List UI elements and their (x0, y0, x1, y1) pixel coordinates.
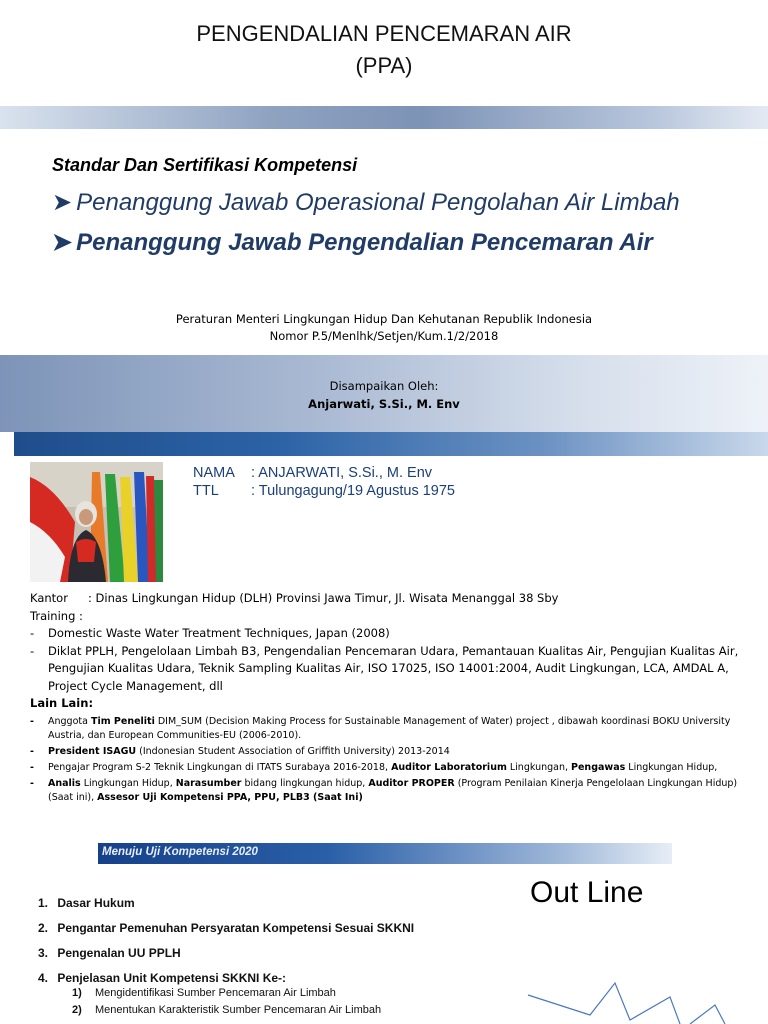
outline-item-number: 3. (38, 946, 49, 960)
outline-item-text: Penjelasan Unit Kompetensi SKKNI Ke-: (57, 971, 287, 985)
lain-text: Lingkungan Hidup, (625, 761, 718, 773)
subtitle: Standar Dan Sertifikasi Kompetensi (52, 155, 358, 175)
competency-banner (98, 843, 672, 864)
kantor-label: Kantor (30, 591, 68, 605)
arrow-bullet-icon: ➤ (52, 189, 73, 216)
ttl-value: : Tulungagung/19 Agustus 1975 (251, 483, 455, 499)
outline-subitem-text: Menentukan Karakteristik Sumber Pencemaran Air Limbah (95, 1004, 382, 1016)
outline-list (38, 896, 414, 996)
lain-text: (Indonesian Student Association of Griffith University) 2013-2014 (136, 745, 450, 757)
title-line-2: (PPA) (355, 53, 413, 78)
lain-item: - Anggota Tim Peneliti DIM_SUM (Decision Making Process for Sustainable Management of Water) project , dibawah koordinasi BOKU University Austria, dan European Communities-EU (2006-2010). (30, 715, 731, 741)
title-line-1: PENGENDALIAN PENCEMARAN AIR (196, 21, 572, 46)
lain-item: - Analis Lingkungan Hidup, Narasumber bidang lingkungan hidup, Auditor PROPER (Program Penilaian Kinerja Pengelolaan Lingkungan Hidup) (Saat ini), Assesor Uji Kompetensi PPA, PPU, PLB3 (Saat Ini) (30, 777, 738, 803)
nama-row (193, 464, 455, 482)
regulation-line-2: Nomor P.5/Menlhk/Setjen/Kum.1/2/2018 (269, 329, 499, 343)
bullet-1-text: Penanggung Jawab Operasional Pengolahan Air Limbah (76, 189, 680, 216)
profile-bio (30, 590, 742, 807)
lain-text-bold: Assesor Uji Kompetensi PPA, PPU, PLB3 (Saat Ini) (97, 791, 363, 803)
outline-item-text: Pengenalan UU PPLH (57, 946, 181, 960)
kantor-row (30, 590, 742, 608)
regulation-line-1: Peraturan Menteri Lingkungan Hidup Dan Kehutanan Republik Indonesia (175, 312, 593, 326)
lain-text-bold: President ISAGU (48, 745, 137, 757)
lain-text: Pengajar Program S-2 Teknik Lingkungan di ITATS Surabaya 2016-2018, (48, 761, 392, 773)
outline-item (38, 946, 414, 971)
lain-list (30, 715, 742, 805)
outline-item-number: 4. (38, 971, 49, 985)
outline-item-text: Dasar Hukum (57, 896, 135, 910)
outline-subitem (72, 987, 381, 1004)
kantor-value: : Dinas Lingkungan Hidup (DLH) Provinsi Jawa Timur, Jl. Wisata Menanggal 38 Sby (88, 591, 559, 605)
training-item: - Diklat PPLH, Pengelolaan Limbah B3, Pengendalian Pencemaran Udara, Pemantauan Kualitas Air, Pengujian Kualitas Air, Pengujian Kualitas Udara, Teknik Sampling Kualitas Air, ISO 17025, ISO 14001:2004, Audit Lingkungan, LCA, AMDAL A, Project Cycle Management, dll (30, 643, 742, 696)
bullet-2-text: Penanggung Jawab Pengendalian Pencemaran Air (76, 229, 653, 256)
lain-text-bold: Pengawas (571, 761, 626, 773)
photo-illustration (30, 462, 163, 582)
regulation-reference (0, 311, 768, 345)
outline-item (38, 921, 414, 946)
presenter-block (0, 377, 768, 413)
profile-info (193, 464, 455, 500)
nama-value: : ANJARWATI, S.Si., M. Env (251, 465, 433, 481)
presented-by-label: Disampaikan Oleh: (329, 379, 439, 393)
lain-text: DIM_SUM (Decision Making Process for Sustainable Management of Water) project , dibawah koordinasi BOKU University Austria, dan European Communities-EU (2006-2010). (48, 715, 731, 741)
outline-subitem-number: 1) (72, 987, 82, 999)
lain-label: Lain Lain: (30, 696, 94, 710)
lain-text: Lingkungan, (506, 761, 572, 773)
competency-banner-text: Menuju Uji Kompetensi 2020 (102, 846, 258, 858)
header-gradient-band (0, 106, 768, 129)
training-item-text: Diklat PPLH, Pengelolaan Limbah B3, Pengendalian Pencemaran Udara, Pemantauan Kualitas Air, Pengujian Kualitas Air, Pengujian Kualitas Udara, Teknik Sampling Kualitas Air, ISO 17025, ISO 14001:2004, Audit Lingkungan, LCA, AMDAL A, Project Cycle Management, dll (48, 643, 739, 693)
ttl-label: TTL (193, 483, 219, 499)
lain-text: (Program Penilaian Kinerja Pengelolaan Lingkungan Hidup) (Saat ini), (48, 777, 738, 803)
training-item-text: Domestic Waste Water Treatment Techniques, Japan (2008) (48, 626, 390, 640)
lain-text-bold: Narasumber (175, 777, 242, 789)
lain-item: - President ISAGU (Indonesian Student Association of Griffith University) 2013-2014 (30, 745, 450, 757)
presenter-photo (30, 462, 163, 582)
outline-title: Out Line (530, 876, 644, 909)
bullet-2 (52, 228, 653, 257)
arrow-bullet-icon: ➤ (52, 229, 73, 256)
training-label: Training : (30, 608, 83, 623)
outline-sublist (72, 987, 381, 1021)
lain-text: Anggota (48, 715, 91, 727)
lain-text-bold: Analis (48, 777, 81, 789)
lain-text-bold: Auditor Laboratorium (391, 761, 507, 773)
bullet-1 (52, 188, 680, 217)
outline-item-number: 2. (38, 921, 49, 935)
ttl-row (193, 482, 455, 500)
lain-text: Lingkungan Hidup, (80, 777, 176, 789)
outline-subitem (72, 1004, 381, 1021)
outline-subitem-text: Mengidentifikasi Sumber Pencemaran Air Limbah (95, 987, 336, 999)
lain-text: bidang lingkungan hidup, (241, 777, 369, 789)
star-decoration-icon (520, 975, 740, 1024)
lain-text-bold: Tim Peneliti (90, 715, 155, 727)
presenter-name: Anjarwati, S.Si., M. Env (308, 397, 460, 411)
outline-item-number: 1. (38, 896, 49, 910)
outline-item-text: Pengantar Pemenuhan Persyaratan Kompetensi Sesuai SKKNI (57, 921, 415, 935)
lain-text-bold: Auditor PROPER (368, 777, 455, 789)
slide-title (0, 18, 768, 82)
outline-item (38, 896, 414, 921)
nama-label: NAMA (193, 465, 235, 481)
lain-item: - Pengajar Program S-2 Teknik Lingkungan di ITATS Surabaya 2016-2018, Auditor Laboratorium Lingkungan, Pengawas Lingkungan Hidup, (30, 761, 718, 773)
profile-header-band (14, 432, 768, 456)
outline-subitem-number: 2) (72, 1004, 82, 1016)
training-item: - Domestic Waste Water Treatment Techniques, Japan (2008) (30, 625, 742, 643)
